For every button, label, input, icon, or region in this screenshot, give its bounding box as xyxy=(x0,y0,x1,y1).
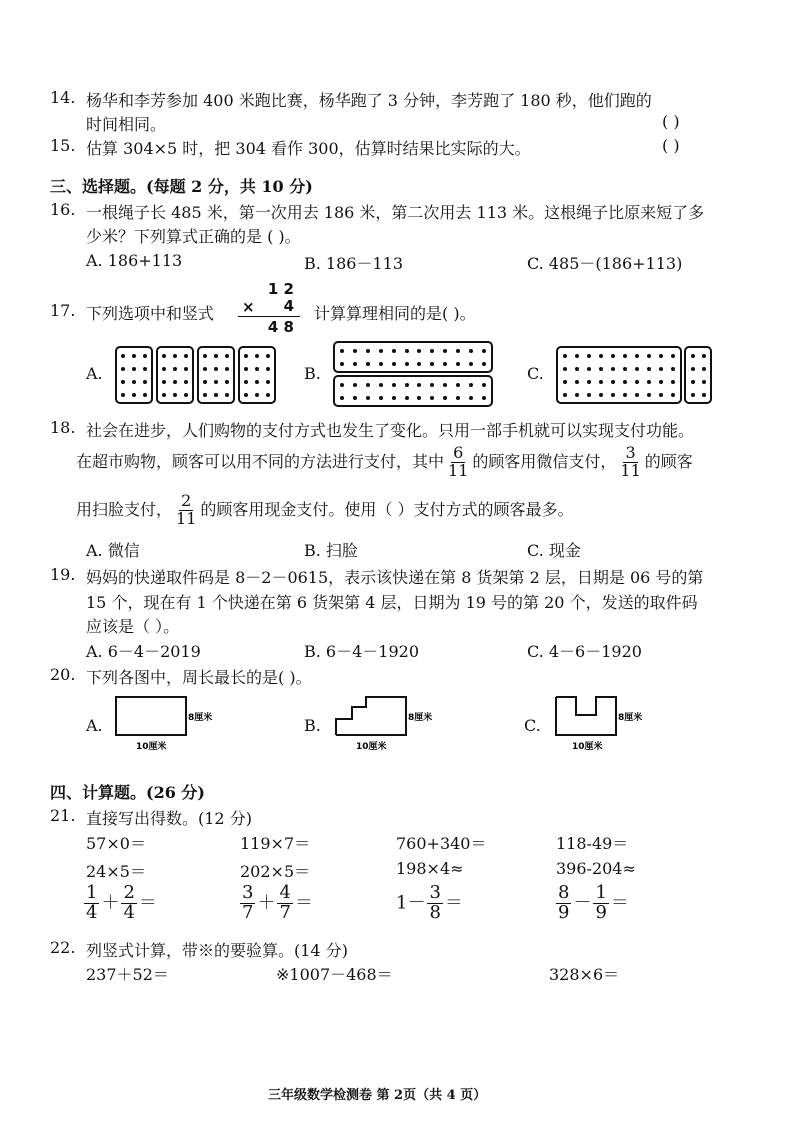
dot xyxy=(702,380,706,384)
dot xyxy=(482,396,486,400)
dot xyxy=(611,354,615,358)
dot xyxy=(214,354,218,358)
operator: － xyxy=(573,892,592,914)
calc-item[interactable]: 57×0＝ xyxy=(86,834,146,853)
q18-line3-b: 的顾客用现金支付。使用（ ）支付方式的顾客最多。 xyxy=(200,500,574,519)
numerator: 6 xyxy=(453,443,464,463)
dot xyxy=(611,367,615,371)
q19-line3: 应该是（ ）。 xyxy=(86,617,180,636)
dot xyxy=(430,396,434,400)
width-label: 10厘米 xyxy=(356,742,387,752)
dot xyxy=(266,354,270,358)
equals: ＝ xyxy=(610,892,629,914)
denominator: 4 xyxy=(123,901,135,923)
dot xyxy=(143,354,147,358)
fraction-6-11 xyxy=(446,445,470,480)
q17-option-c[interactable]: C. xyxy=(527,364,544,383)
q18-line1: 社会在进步，人们购物的支付方式也发生了变化。只用一部手机就可以实现支付功能。 xyxy=(86,421,695,440)
calc-item[interactable]: 396-204≈ xyxy=(556,859,636,878)
dot xyxy=(430,349,434,353)
q16-option-b[interactable]: B. 186－113 xyxy=(304,254,404,273)
denominator: 8 xyxy=(429,901,441,923)
fraction-calc-3[interactable] xyxy=(396,884,463,923)
dot xyxy=(244,367,248,371)
dot xyxy=(203,354,207,358)
operator: ＋ xyxy=(257,892,276,914)
q18-line2-a: 在超市购物，顾客可以用不同的方法进行支付，其中 xyxy=(76,452,445,471)
fraction-calc-1[interactable] xyxy=(82,884,157,923)
dot xyxy=(173,367,177,371)
multiply-sign: × xyxy=(242,298,255,316)
dot xyxy=(392,383,396,387)
fraction xyxy=(121,884,136,923)
dot-array xyxy=(333,341,493,373)
dot xyxy=(392,396,396,400)
fraction xyxy=(240,884,255,923)
dot xyxy=(456,383,460,387)
vertical-calc-3[interactable]: 328×6＝ xyxy=(549,965,620,984)
dot xyxy=(162,367,166,371)
dot xyxy=(623,393,627,397)
dot xyxy=(563,367,567,371)
q17-number: 17. xyxy=(50,301,76,320)
dot xyxy=(353,362,357,366)
fraction-2-11 xyxy=(174,493,198,528)
dot xyxy=(366,396,370,400)
q18-number: 18. xyxy=(50,418,76,437)
dot xyxy=(702,393,706,397)
q18-option-a[interactable]: A. 微信 xyxy=(86,541,140,560)
q17-post: 计算算理相同的是( )。 xyxy=(314,304,476,323)
dot xyxy=(469,349,473,353)
dot xyxy=(587,393,591,397)
dot xyxy=(203,393,207,397)
dot xyxy=(443,383,447,387)
dot xyxy=(143,380,147,384)
vertical-calc-2[interactable]: ※1007－468＝ xyxy=(276,965,393,984)
dot xyxy=(635,354,639,358)
dot xyxy=(225,380,229,384)
dot xyxy=(340,349,344,353)
dot xyxy=(162,354,166,358)
q16-option-a[interactable]: A. 186+113 xyxy=(86,251,183,270)
dot xyxy=(366,349,370,353)
fraction-calc-4[interactable] xyxy=(554,884,629,923)
dot xyxy=(469,362,473,366)
section-4-title: 四、计算题。(26 分) xyxy=(50,783,205,802)
dot xyxy=(611,380,615,384)
q20-figure-b xyxy=(326,693,433,755)
q14-line1: 杨华和李芳参加 400 米跑比赛，杨华跑了 3 分钟，李芳跑了 180 秒，他们跑的 xyxy=(86,91,652,110)
dot xyxy=(132,354,136,358)
q16-option-c[interactable]: C. 485－(186+113) xyxy=(527,254,683,273)
denominator: 11 xyxy=(176,509,197,528)
calc-item[interactable]: 118-49＝ xyxy=(556,834,629,853)
dot xyxy=(266,393,270,397)
fraction xyxy=(427,884,442,923)
dot xyxy=(659,354,663,358)
height-label: 8厘米 xyxy=(618,713,643,723)
dot xyxy=(587,354,591,358)
dot xyxy=(417,349,421,353)
dot xyxy=(173,380,177,384)
dot xyxy=(132,367,136,371)
numerator: 8 xyxy=(558,882,570,903)
dot xyxy=(162,393,166,397)
dot xyxy=(659,367,663,371)
dot xyxy=(340,383,344,387)
dot xyxy=(599,380,603,384)
dot xyxy=(379,349,383,353)
dot xyxy=(702,367,706,371)
q14-number: 14. xyxy=(50,88,76,107)
dot xyxy=(469,383,473,387)
dot xyxy=(405,396,409,400)
q17-option-b[interactable]: B. xyxy=(304,364,321,383)
dot xyxy=(691,393,695,397)
fraction xyxy=(556,884,571,923)
minuend: 1－ xyxy=(396,892,426,914)
q15-number: 15. xyxy=(50,136,76,155)
q18-line2-c: 的顾客 xyxy=(644,452,693,471)
dot xyxy=(214,367,218,371)
fraction xyxy=(593,884,608,923)
dot xyxy=(599,367,603,371)
dot xyxy=(587,367,591,371)
dot xyxy=(575,367,579,371)
height-label: 8厘米 xyxy=(188,713,213,723)
numerator: 1 xyxy=(86,882,98,903)
dot xyxy=(184,354,188,358)
q15-text: 估算 304×5 时，把 304 看作 300，估算时结果比实际的大。 xyxy=(86,139,531,158)
dot xyxy=(671,393,675,397)
dot xyxy=(691,367,695,371)
staircase-shape xyxy=(336,697,406,735)
notched-shape xyxy=(556,697,616,735)
dot xyxy=(417,396,421,400)
dot xyxy=(225,367,229,371)
q20-figure-c xyxy=(548,693,648,755)
q19-line2: 15 个，现在有 1 个快递在第 6 货架第 4 层，日期为 19 号的第 20 个，发送的取件码 xyxy=(86,593,698,612)
dot xyxy=(121,354,125,358)
dot xyxy=(430,383,434,387)
q17-option-a[interactable]: A. xyxy=(86,364,103,383)
numerator: 3 xyxy=(242,882,254,903)
equals: ＝ xyxy=(294,892,313,914)
q19-number: 19. xyxy=(50,565,76,584)
vertical-line xyxy=(238,316,300,317)
fraction-3-11 xyxy=(618,445,642,480)
q18-line2 xyxy=(76,437,693,487)
dot xyxy=(647,393,651,397)
calc-item[interactable]: 24×5＝ xyxy=(86,862,146,881)
dot xyxy=(599,354,603,358)
dot xyxy=(366,383,370,387)
numerator: 1 xyxy=(595,882,607,903)
dot xyxy=(417,383,421,387)
dot xyxy=(563,354,567,358)
dot xyxy=(173,393,177,397)
q17-vertical-calc xyxy=(238,280,300,338)
dot xyxy=(563,380,567,384)
dot xyxy=(575,393,579,397)
section-3-title: 三、选择题。(每题 2 分，共 10 分) xyxy=(50,177,313,196)
dot-array xyxy=(115,346,153,404)
fraction xyxy=(277,884,292,923)
dot xyxy=(405,362,409,366)
dot xyxy=(214,393,218,397)
numerator: 4 xyxy=(279,882,291,903)
numerator: 3 xyxy=(625,443,636,463)
width-label: 10厘米 xyxy=(136,742,167,752)
q21-number: 21. xyxy=(50,806,76,825)
vertical-result: 4 8 xyxy=(267,318,294,336)
dot xyxy=(225,393,229,397)
dot xyxy=(266,380,270,384)
q18-line2-b: 的顾客用微信支付， xyxy=(472,452,617,471)
dot xyxy=(255,380,259,384)
calc-item[interactable]: 760+340＝ xyxy=(396,834,487,853)
dot xyxy=(623,367,627,371)
dot xyxy=(599,393,603,397)
q18-option-b[interactable]: B. 扫脸 xyxy=(304,541,358,560)
q20-figure-a xyxy=(108,693,213,755)
dot xyxy=(659,380,663,384)
denominator: 9 xyxy=(558,901,570,923)
q18-line3 xyxy=(76,485,573,535)
dot xyxy=(353,383,357,387)
operator: ＋ xyxy=(101,892,120,914)
dot xyxy=(611,393,615,397)
dot xyxy=(623,354,627,358)
dot xyxy=(132,380,136,384)
dot xyxy=(214,380,218,384)
q19-line1: 妈妈的快递取件码是 8－2－0615，表示该快递在第 8 货架第 2 层，日期是 06 号的第 xyxy=(86,568,704,587)
dot xyxy=(405,349,409,353)
dot xyxy=(482,349,486,353)
dot xyxy=(340,396,344,400)
dot xyxy=(184,393,188,397)
dot xyxy=(225,354,229,358)
vertical-multiplier: 4 xyxy=(283,297,294,315)
q21-title: 直接写出得数。(12 分) xyxy=(86,809,252,828)
dot xyxy=(255,354,259,358)
dot xyxy=(392,362,396,366)
q18-line3-a: 用扫脸支付， xyxy=(76,500,173,519)
dot xyxy=(184,367,188,371)
denominator: 11 xyxy=(448,461,469,480)
page-footer: 三年级数学检测卷 第 2页（共 4 页） xyxy=(268,1088,487,1103)
dot xyxy=(392,349,396,353)
dot xyxy=(575,380,579,384)
dot xyxy=(203,380,207,384)
q20-number: 20. xyxy=(50,665,76,684)
dot xyxy=(121,380,125,384)
dot xyxy=(456,396,460,400)
dot xyxy=(266,367,270,371)
denominator: 4 xyxy=(86,901,98,923)
calc-item[interactable]: 202×5＝ xyxy=(240,862,311,881)
denominator: 7 xyxy=(279,901,291,923)
denominator: 11 xyxy=(620,461,641,480)
q19-option-a[interactable]: A. 6－4－2019 xyxy=(86,642,201,661)
calc-item[interactable]: 198×4≈ xyxy=(396,859,464,878)
q14-answer-paren[interactable]: ( ) xyxy=(662,112,680,131)
q20-option-b[interactable]: B. xyxy=(304,716,321,735)
dot xyxy=(456,349,460,353)
dot xyxy=(563,393,567,397)
dot xyxy=(173,354,177,358)
dot xyxy=(353,396,357,400)
dot xyxy=(405,383,409,387)
denominator: 7 xyxy=(242,901,254,923)
numerator: 3 xyxy=(429,882,441,903)
dot xyxy=(587,380,591,384)
dot xyxy=(482,362,486,366)
q19-option-b[interactable]: B. 6－4－1920 xyxy=(304,642,420,661)
dot xyxy=(671,367,675,371)
dot xyxy=(379,396,383,400)
q14-line2: 时间相同。 xyxy=(86,115,167,134)
vertical-calc-1[interactable]: 237＋52＝ xyxy=(86,965,169,984)
dot xyxy=(132,393,136,397)
height-label: 8厘米 xyxy=(408,713,433,723)
dot xyxy=(575,354,579,358)
fraction-calc-2[interactable] xyxy=(238,884,313,923)
dot xyxy=(691,354,695,358)
dot xyxy=(184,380,188,384)
dot xyxy=(417,362,421,366)
q22-title: 列竖式计算，带※的要验算。(14 分) xyxy=(86,941,348,960)
numerator: 2 xyxy=(123,882,135,903)
dot xyxy=(121,393,125,397)
dot xyxy=(647,380,651,384)
q20-option-c[interactable]: C. xyxy=(524,716,541,735)
dot xyxy=(379,362,383,366)
dot xyxy=(162,380,166,384)
q19-option-c[interactable]: C. 4－6－1920 xyxy=(527,642,642,661)
q16-number: 16. xyxy=(50,200,76,219)
dot xyxy=(469,396,473,400)
dot-array xyxy=(684,346,712,404)
q16-line1: 一根绳子长 485 米，第一次用去 186 米，第二次用去 113 米。这根绳子比原来短了多 xyxy=(86,203,705,222)
dot xyxy=(635,393,639,397)
dot xyxy=(353,349,357,353)
dot xyxy=(143,367,147,371)
dot xyxy=(456,362,460,366)
dot xyxy=(121,367,125,371)
rectangle-shape xyxy=(116,697,186,735)
q22-number: 22. xyxy=(50,938,76,957)
dot xyxy=(255,393,259,397)
q17-pre: 下列选项中和竖式 xyxy=(86,304,215,323)
dot xyxy=(482,383,486,387)
dot xyxy=(340,362,344,366)
dot xyxy=(647,354,651,358)
width-label: 10厘米 xyxy=(572,742,603,752)
dot xyxy=(691,380,695,384)
dot xyxy=(671,354,675,358)
q18-option-c[interactable]: C. 现金 xyxy=(527,541,581,560)
dot xyxy=(430,362,434,366)
dot-array xyxy=(238,346,276,404)
dot xyxy=(635,367,639,371)
dot-array xyxy=(556,346,682,404)
q16-line2: 少米？下列算式正确的是 ( )。 xyxy=(86,227,301,246)
dot xyxy=(443,396,447,400)
equals: ＝ xyxy=(138,892,157,914)
dot xyxy=(647,367,651,371)
denominator: 9 xyxy=(595,901,607,923)
dot xyxy=(443,362,447,366)
dot xyxy=(659,393,663,397)
dot xyxy=(671,380,675,384)
calc-item[interactable]: 119×7＝ xyxy=(240,834,311,853)
dot xyxy=(635,380,639,384)
dot xyxy=(244,380,248,384)
dot xyxy=(702,354,706,358)
dot xyxy=(623,380,627,384)
equals: ＝ xyxy=(444,892,463,914)
q20-text: 下列各图中，周长最长的是( )。 xyxy=(86,668,312,687)
vertical-top: 1 2 xyxy=(267,280,294,298)
dot-array xyxy=(156,346,194,404)
dot xyxy=(203,367,207,371)
dot xyxy=(244,354,248,358)
numerator: 2 xyxy=(181,491,192,511)
dot xyxy=(143,393,147,397)
dot-array xyxy=(333,375,493,407)
dot xyxy=(379,383,383,387)
q20-option-a[interactable]: A. xyxy=(86,716,103,735)
dot xyxy=(244,393,248,397)
dot-array xyxy=(197,346,235,404)
fraction xyxy=(84,884,99,923)
dot xyxy=(443,349,447,353)
dot xyxy=(366,362,370,366)
dot xyxy=(255,367,259,371)
q15-answer-paren[interactable]: ( ) xyxy=(662,136,680,155)
